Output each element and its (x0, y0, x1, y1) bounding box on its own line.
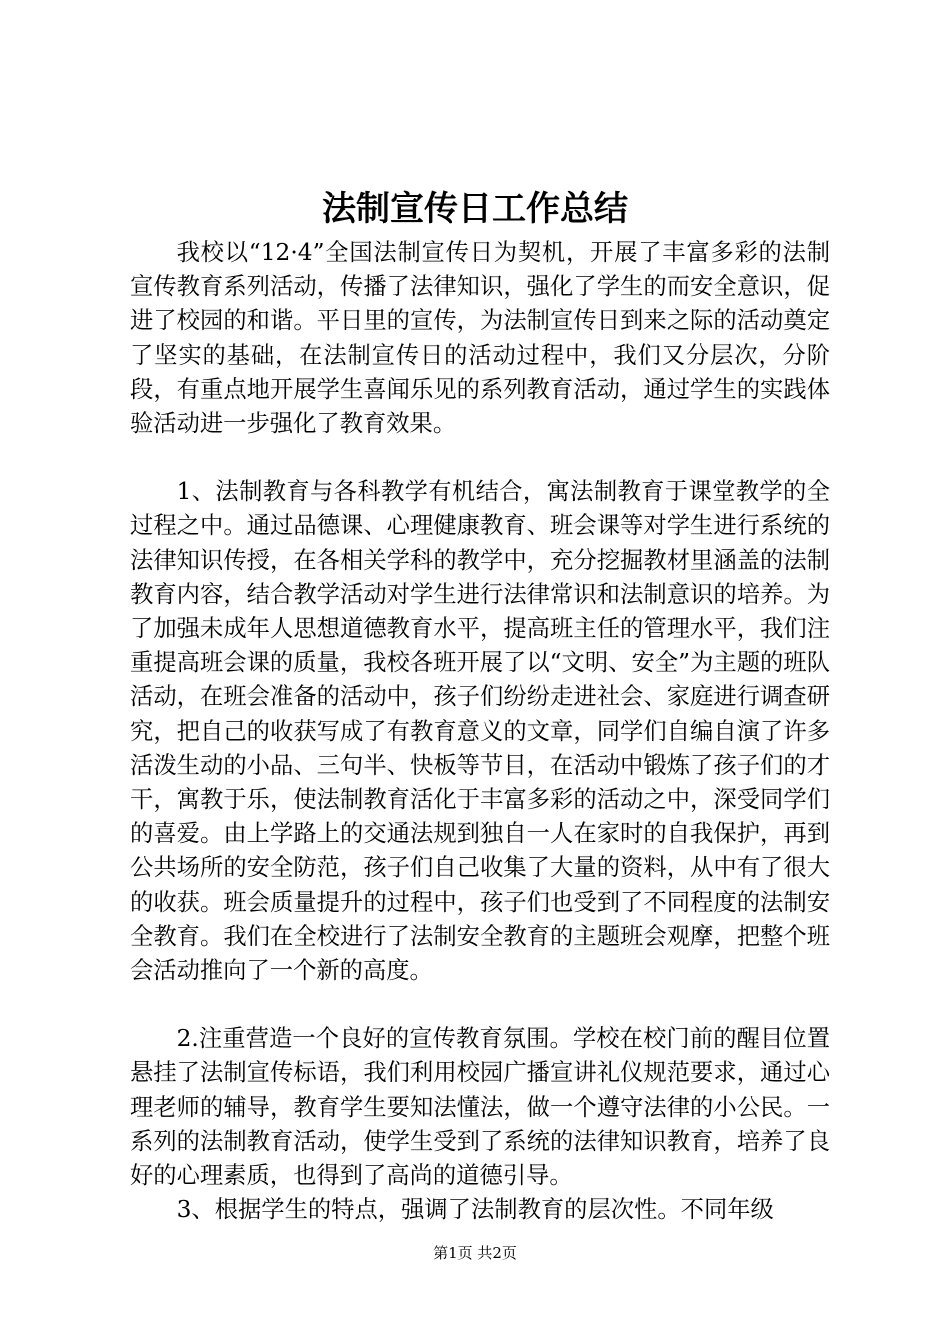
paragraph-point-2: 2.注重营造一个良好的宣传教育氛围。学校在校门前的醒目位置悬挂了法制宣传标语，我们利用校园广播宣讲礼仪规范要求，通过心理老师的辅导，教育学生要知法懂法，做一个遵守法律的小公民。一系列的法制教育活动，使学生受到了系统的法律知识教育，培养了良好的心理素质，也得到了高尚的道德引导。 (130, 1025, 830, 1190)
paragraph-point-1: 1、法制教育与各科教学有机结合，寓法制教育于课堂教学的全过程之中。通过品德课、心理健康教育、班会课等对学生进行系统的法律知识传授，在各相关学科的教学中，充分挖掘教材里涵盖的法制教育内容，结合教学活动对学生进行法律常识和法制意识的培养。为了加强未成年人思想道德教育水平，提高班主任的管理水平，我们注重提高班会课的质量，我校各班开展了以“文明、安全”为主题的班队活动，在班会准备的活动中，孩子们纷纷走进社会、家庭进行调查研究，把自己的收获写成了有教育意义的文章，同学们自编自演了许多活泼生动的小品、三句半、快板等节目，在活动中锻炼了孩子们的才干，寓教于乐，使法制教育活化于丰富多彩的活动之中，深受同学们的喜爱。由上学路上的交通法规到独自一人在家时的自我保护，再到公共场所的安全防范，孩子们自己收集了大量的资料，从中有了很大的收获。班会质量提升的过程中，孩子们也受到了不同程度的法制安全教育。我们在全校进行了法制安全教育的主题班会观摩，把整个班会活动推向了一个新的高度。 (130, 478, 830, 985)
document-title: 法制宣传日工作总结 (322, 189, 628, 229)
document-body (130, 236, 830, 1227)
paragraph-point-3: 3、根据学生的特点，强调了法制教育的层次性。不同年级 (176, 1196, 774, 1224)
page-number-footer: 第1页 共2页 (433, 1244, 517, 1262)
paragraph-intro: 我校以“12·4”全国法制宣传日为契机，开展了丰富多彩的法制宣传教育系列活动，传播了法律知识，强化了学生的而安全意识，促进了校园的和谐。平日里的宣传，为法制宣传日到来之际的活动奠定了坚实的基础，在法制宣传日的活动过程中，我们又分层次，分阶段，有重点地开展学生喜闻乐见的系列教育活动，通过学生的实践体验活动进一步强化了教育效果。 (130, 239, 830, 438)
